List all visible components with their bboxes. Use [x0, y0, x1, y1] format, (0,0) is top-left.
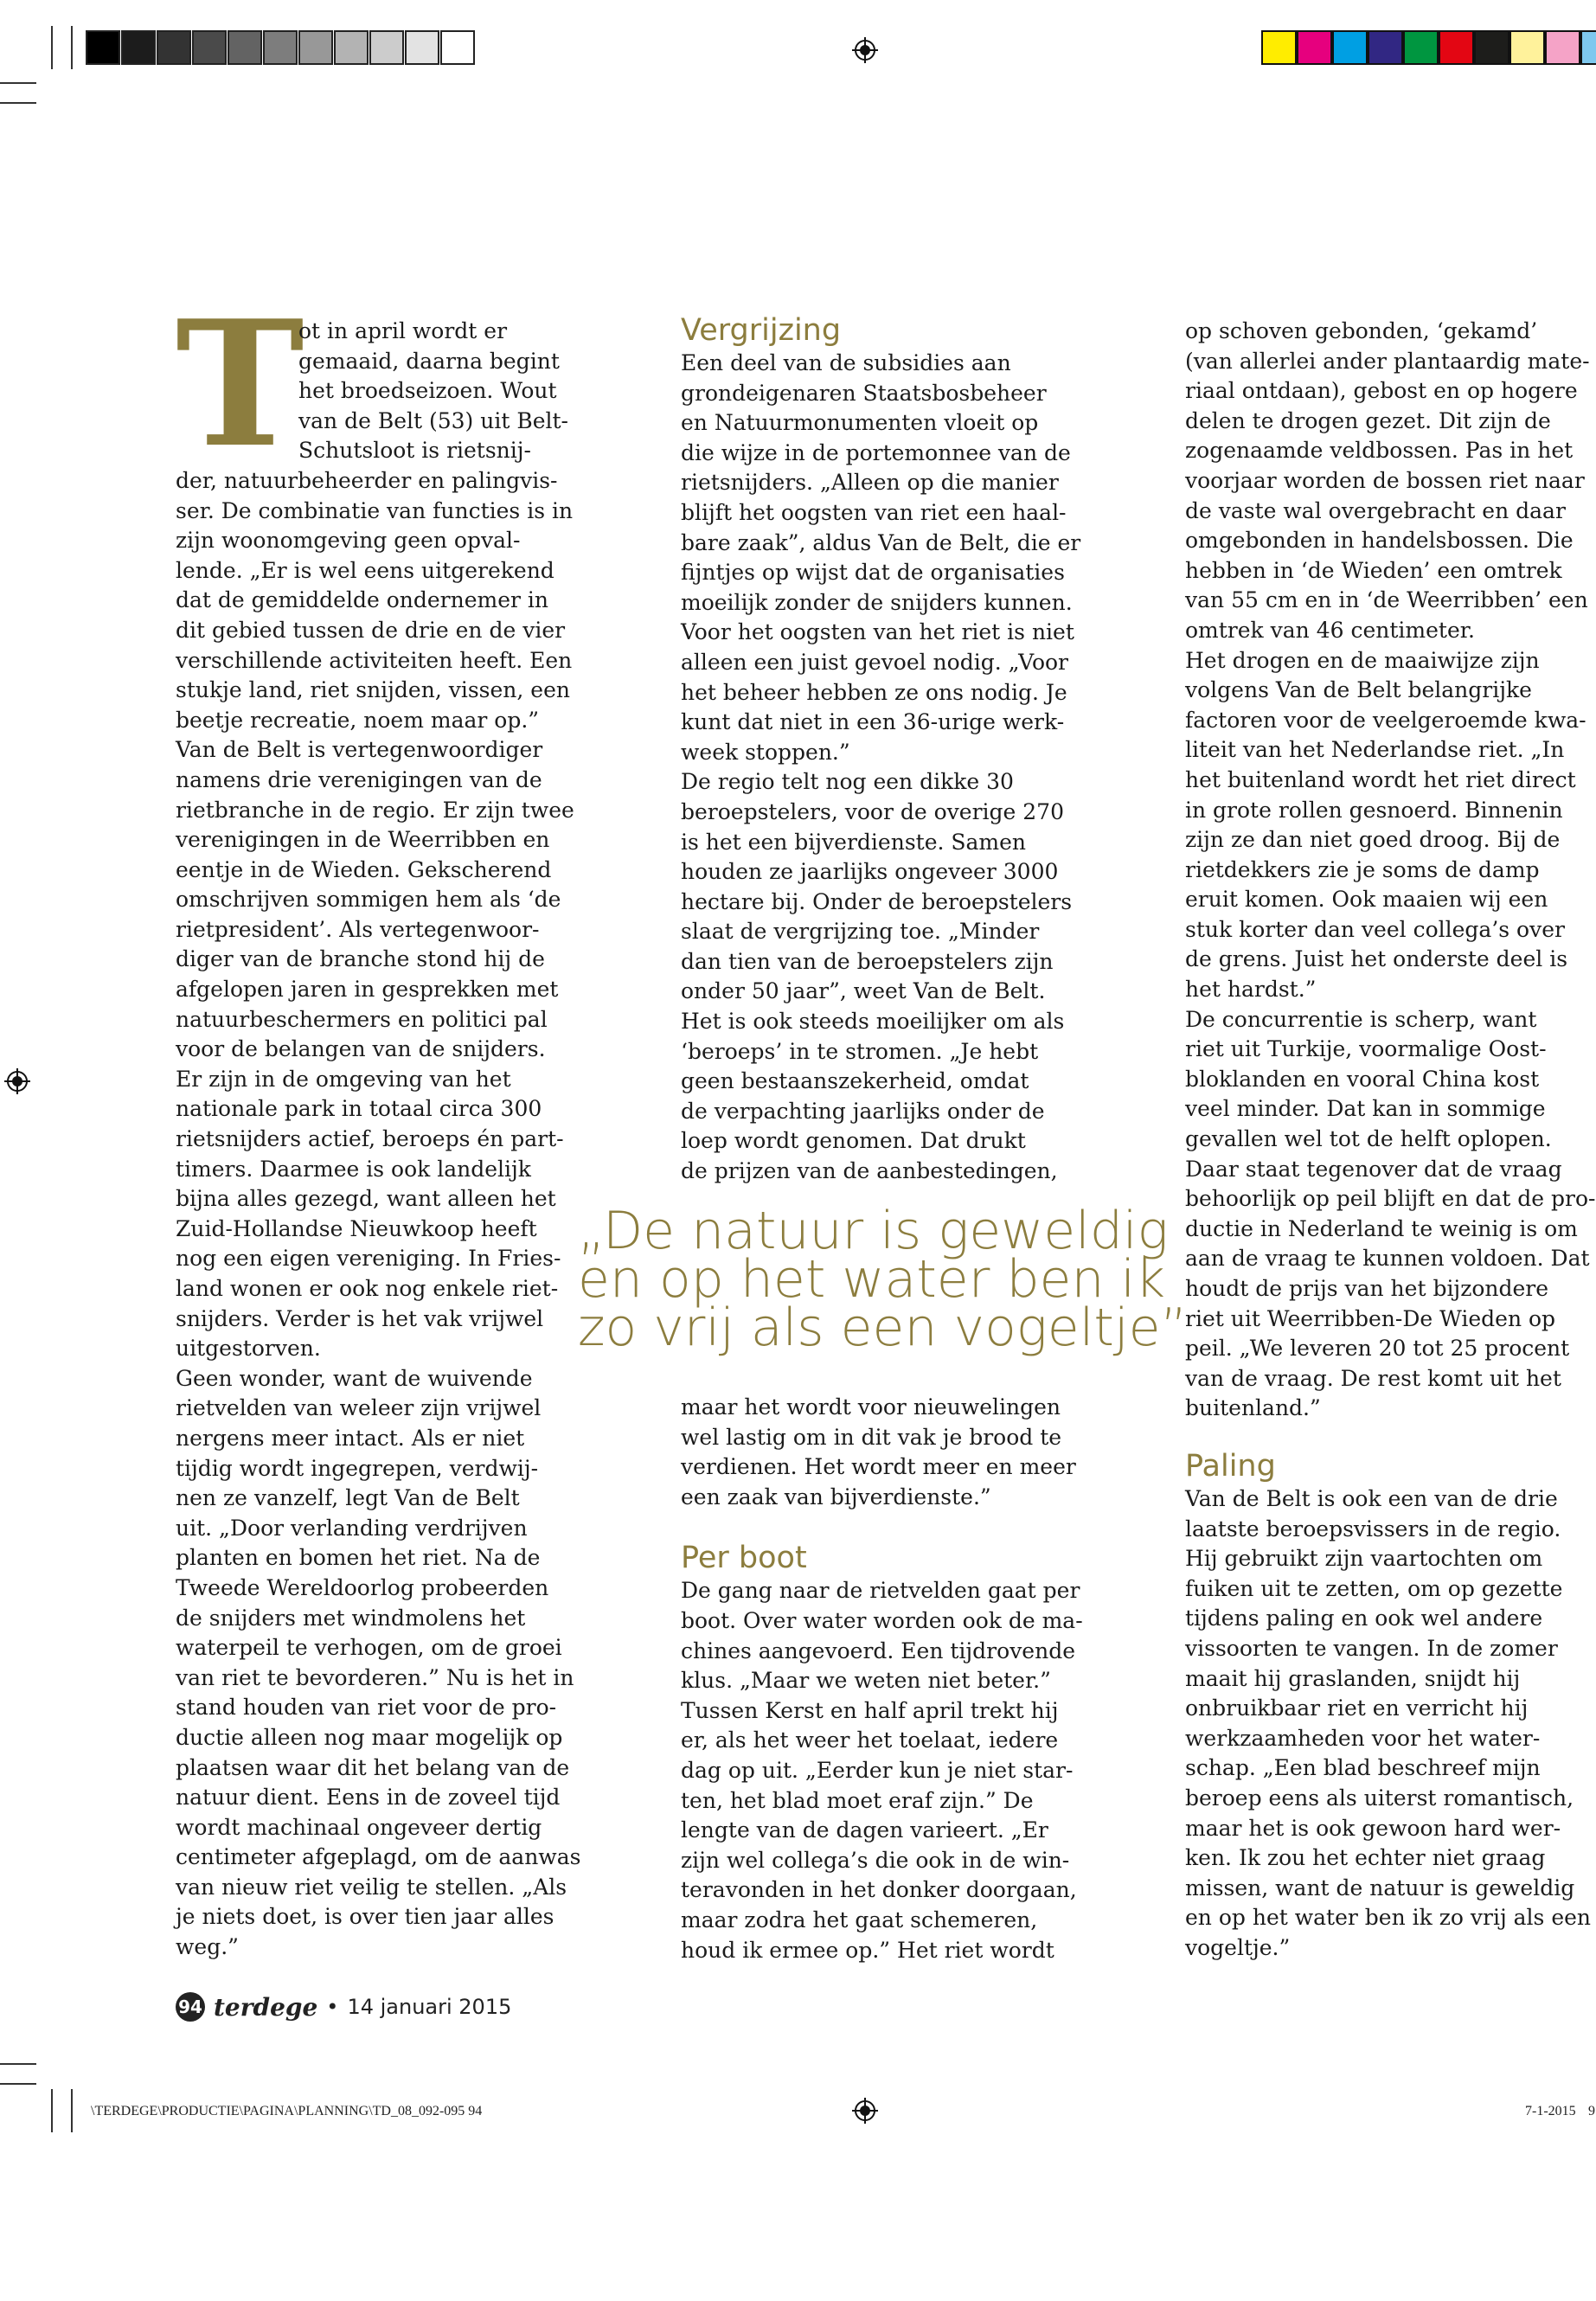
pull-quote-line: zo vrij als een vogeltje”	[578, 1298, 1188, 1358]
page-footer	[176, 1992, 511, 2022]
drop-cap: T	[176, 283, 304, 486]
section-heading-paling: Paling	[1185, 1448, 1276, 1484]
crop-mark	[71, 2089, 73, 2132]
text-line: eruit komen. Ook maaien wij een	[1185, 887, 1548, 913]
text-line: verdienen. Het wordt meer en meer	[681, 1454, 1076, 1480]
text-line: volgens Van de Belt belangrijke	[1185, 677, 1532, 703]
registration-mark-icon	[852, 37, 878, 63]
color-swatch	[1474, 30, 1509, 65]
text-line: een zaak van bijverdienste.”	[681, 1484, 991, 1509]
text-line: grondeigenaren Staatsbosbeheer	[681, 380, 1047, 406]
text-line: weg.”	[176, 1934, 239, 1960]
article-column-1	[176, 317, 581, 1963]
text-line: rietbranche in de regio. Er zijn twee	[176, 797, 574, 823]
text-line: planten en bomen het riet. Na de	[176, 1545, 541, 1571]
text-line: nationale park in totaal circa 300	[176, 1096, 542, 1122]
text-line: kunt dat niet in een 36-urige werk-	[681, 709, 1065, 735]
text-line: loep wordt genomen. Dat drukt	[681, 1128, 1026, 1154]
footer-bullet: •	[326, 1995, 339, 2019]
color-swatch	[1439, 30, 1474, 65]
grey-swatch	[298, 30, 333, 65]
text-line: rietsnijders. „Alleen op die manier	[681, 470, 1059, 496]
registration-mark-icon	[4, 1068, 30, 1094]
text-line: van de vraag. De rest komt uit het	[1185, 1365, 1561, 1391]
text-line: zogenaamde veldbossen. Pas in het	[1185, 438, 1574, 464]
text-line: chines aangevoerd. Een tijdrovende	[681, 1638, 1076, 1663]
text-line: wel lastig om in dit vak je brood te	[681, 1424, 1062, 1450]
slug-file-path: \TERDEGE\PRODUCTIE\PAGINA\PLANNING\TD_08_092-095 94	[91, 2104, 483, 2118]
text-line: nergens meer intact. Als er niet	[176, 1425, 525, 1451]
crop-mark	[71, 26, 73, 69]
text-line: bare zaak”, aldus Van de Belt, die er	[681, 529, 1081, 555]
text-line: en Natuurmonumenten vloeit op	[681, 410, 1039, 436]
text-line: teravonden in het donker doorgaan,	[681, 1877, 1077, 1903]
text-line: zijn ze dan niet goed droog. Bij de	[1185, 827, 1561, 853]
text-line: week stoppen.”	[681, 739, 850, 765]
crop-mark	[51, 26, 53, 69]
text-line: vissoorten te vangen. In de zomer	[1185, 1635, 1558, 1661]
text-line: je niets doet, is over tien jaar alles	[176, 1904, 554, 1930]
article-column-3	[1185, 317, 1596, 1963]
crop-mark	[0, 82, 36, 84]
text-line: De gang naar de rietvelden gaat per	[681, 1578, 1080, 1604]
text-line: De concurrentie is scherp, want	[1185, 1006, 1537, 1032]
text-line: verschillende activiteiten heeft. Een	[176, 647, 573, 673]
issue-date: 14 januari 2015	[347, 1995, 512, 2019]
text-line: Zuid-Hollandse Nieuwkoop heeft	[176, 1215, 537, 1241]
text-line: onder 50 jaar”, weet Van de Belt.	[681, 978, 1046, 1004]
text-line: hebben in ‘de Wieden’ een omtrek	[1185, 557, 1562, 583]
text-line: klus. „Maar we weten niet beter.”	[681, 1668, 1051, 1694]
text-line: Voor het oogsten van het riet is niet	[681, 619, 1074, 645]
text-line: Een deel van de subsidies aan	[681, 350, 1011, 375]
text-line: fijntjes op wijst dat de organisaties	[681, 560, 1065, 586]
text-line: stuk korter dan veel collega’s over	[1185, 916, 1565, 942]
text-line: beetje recreatie, noem maar op.”	[176, 707, 540, 733]
text-line: der, natuurbeheerder en palingvis-	[176, 467, 558, 493]
text-line: Hij gebruikt zijn vaartochten om	[1185, 1546, 1543, 1572]
text-line: geen bestaanszekerheid, omdat	[681, 1068, 1029, 1094]
text-line: het beheer hebben ze ons nodig. Je	[681, 679, 1067, 705]
text-line: blijft het oogsten van riet een haal-	[681, 499, 1067, 525]
text-line: stukje land, riet snijden, vissen, een	[176, 677, 570, 703]
text-line: van 55 cm en in ‘de Weerribben’ een	[1185, 587, 1588, 613]
color-swatch	[1261, 30, 1297, 65]
crop-mark	[0, 2063, 36, 2065]
color-swatch	[1297, 30, 1332, 65]
text-line: houden ze jaarlijks ongeveer 3000	[681, 859, 1059, 885]
text-line: Van de Belt is vertegenwoordiger	[176, 737, 543, 763]
text-line: bloklanden en vooral China kost	[1185, 1066, 1540, 1092]
text-line: riet uit Weerribben-De Wieden op	[1185, 1305, 1556, 1331]
text-line: lengte van de dagen varieert. „Er	[681, 1817, 1048, 1843]
text-line: die wijze in de portemonnee van de	[681, 439, 1071, 465]
text-line: Van de Belt is ook een van de drie	[1185, 1485, 1558, 1511]
text-line: zijn woonomgeving geen opval-	[176, 528, 521, 554]
text-line: van de Belt (53) uit Belt-	[298, 407, 568, 433]
text-line: ten, het blad moet eraf zijn.” De	[681, 1787, 1034, 1813]
text-line: riaal ontdaan), gebost en op hogere	[1185, 378, 1578, 404]
text-line: Het drogen en de maaiwijze zijn	[1185, 647, 1540, 673]
registration-mark-icon	[852, 2098, 878, 2124]
text-line: rietvelden van weleer zijn vrijwel	[176, 1395, 542, 1421]
text-line: tijdens paling en ook wel andere	[1185, 1606, 1543, 1631]
grey-swatch	[121, 30, 156, 65]
color-swatch	[1368, 30, 1403, 65]
crop-mark	[0, 102, 36, 104]
text-line: gevallen wel tot de helft oplopen.	[1185, 1126, 1552, 1152]
grey-swatch	[334, 30, 369, 65]
color-swatch	[1545, 30, 1580, 65]
text-line: moeilijk zonder de snijders kunnen.	[681, 589, 1073, 615]
text-line: diger van de branche stond hij de	[176, 946, 545, 972]
text-line: tijdig wordt ingegrepen, verdwij-	[176, 1455, 539, 1481]
pull-quote-line: „De natuur is geweldig	[578, 1201, 1169, 1261]
page-number: 94	[176, 1992, 205, 2022]
text-line: alleen een juist gevoel nodig. „Voor	[681, 649, 1068, 675]
text-line: liteit van het Nederlandse riet. „In	[1185, 737, 1565, 763]
text-line: de grens. Juist het onderste deel is	[1185, 946, 1568, 972]
text-line: veel minder. Dat kan in sommige	[1185, 1096, 1546, 1122]
text-line: natuurbeschermers en politici pal	[176, 1006, 548, 1032]
text-line: delen te drogen gezet. Dit zijn de	[1185, 407, 1551, 433]
slug-edge: 9	[1588, 2104, 1595, 2118]
text-line: in grote rollen gesnoerd. Binnenin	[1185, 797, 1563, 823]
color-swatch	[1332, 30, 1368, 65]
text-line: rietpresident’. Als vertegenwoor-	[176, 916, 540, 942]
text-line: Tussen Kerst en half april trekt hij	[681, 1697, 1059, 1723]
text-line: ductie alleen nog maar mogelijk op	[176, 1724, 563, 1750]
slug-date: 7-1-2015	[1525, 2104, 1576, 2118]
text-line: natuur dient. Eens in de zoveel tijd	[176, 1785, 561, 1811]
text-line: houdt de prijs van het bijzondere	[1185, 1276, 1549, 1301]
text-line: Schutsloot is rietsnij-	[298, 438, 531, 464]
text-line: van nieuw riet veilig te stellen. „Als	[176, 1874, 567, 1900]
text-line: dag op uit. „Eerder kun je niet star-	[681, 1757, 1074, 1783]
text-line: er, als het weer het toelaat, iedere	[681, 1727, 1059, 1753]
text-line: maait hij graslanden, snijdt hij	[1185, 1665, 1521, 1691]
text-line: werkzaamheden voor het water-	[1185, 1725, 1541, 1751]
text-line: dan tien van de beroepstelers zijn	[681, 948, 1054, 974]
text-line: het broedseizoen. Wout	[298, 378, 557, 404]
text-line: verenigingen in de Weerribben en	[176, 827, 550, 853]
text-line: de snijders met windmolens het	[176, 1605, 526, 1631]
grey-swatch	[405, 30, 439, 65]
text-line: het buitenland wordt het riet direct	[1185, 766, 1576, 792]
text-line: omschrijven sommigen hem als ‘de	[176, 887, 561, 913]
text-line: voor de belangen van de snijders.	[176, 1036, 546, 1062]
text-line: uit. „Door verlanding verdrijven	[176, 1515, 528, 1541]
text-line: maar het wordt voor nieuwelingen	[681, 1394, 1061, 1420]
text-line: peil. „We leveren 20 tot 25 procent	[1185, 1336, 1570, 1362]
grey-swatch	[263, 30, 298, 65]
color-swatch	[1509, 30, 1545, 65]
text-line: beroep eens als uiterst romantisch,	[1185, 1785, 1574, 1811]
text-line: Tweede Wereldoorlog probeerden	[176, 1574, 549, 1600]
color-swatch	[1403, 30, 1439, 65]
color-swatch	[1580, 30, 1596, 65]
text-line: gemaaid, daarna begint	[298, 348, 560, 374]
text-line: namens drie verenigingen van de	[176, 766, 542, 792]
text-line: en op het water ben ik zo vrij als een	[1185, 1905, 1592, 1931]
text-line: slaat de vergrijzing toe. „Minder	[681, 919, 1040, 945]
text-line: dat de gemiddelde ondernemer in	[176, 587, 548, 613]
text-line: het hardst.”	[1185, 977, 1317, 1003]
text-line: snijders. Verder is het vak vrijwel	[176, 1305, 544, 1331]
text-line: nen ze vanzelf, legt Van de Belt	[176, 1485, 520, 1511]
text-line: de verpachting jaarlijks onder de	[681, 1098, 1045, 1124]
grey-swatch	[157, 30, 191, 65]
text-line: maar het is ook gewoon hard wer-	[1185, 1815, 1561, 1841]
text-line: De regio telt nog een dikke 30	[681, 769, 1014, 795]
text-line: de vaste wal overgebracht en daar	[1185, 497, 1566, 523]
text-line: lende. „Er is wel eens uitgerekend	[176, 557, 554, 583]
text-line: plaatsen waar dit het belang van de	[176, 1754, 570, 1780]
text-line: eentje in de Wieden. Gekscherend	[176, 856, 552, 882]
text-line: boot. Over water worden ook de ma-	[681, 1607, 1083, 1633]
crop-mark	[51, 2089, 53, 2132]
text-line: laatste beroepsvissers in de regio.	[1185, 1516, 1561, 1541]
pull-quote-line: en op het water ben ik	[578, 1249, 1165, 1310]
text-line: aan de vraag te kunnen voldoen. Dat	[1185, 1246, 1590, 1272]
text-line: zijn wel collega’s die ook in de win-	[681, 1847, 1070, 1873]
text-line: timers. Daarmee is ook landelijk	[176, 1156, 531, 1182]
text-line: buitenland.”	[1185, 1395, 1321, 1421]
article-column-2	[681, 312, 1081, 1187]
text-line: rietsnijders actief, beroeps én part-	[176, 1126, 564, 1152]
text-line: is het een bijverdienste. Samen	[681, 829, 1027, 855]
text-line: ‘beroeps’ in te stromen. „Je hebt	[681, 1038, 1039, 1064]
grey-swatch	[369, 30, 404, 65]
text-line: onbruikbaar riet en verricht hij	[1185, 1695, 1529, 1721]
text-line: afgelopen jaren in gesprekken met	[176, 977, 559, 1003]
article-column-2-continued	[681, 1393, 1083, 1965]
text-line: beroepstelers, voor de overige 270	[681, 798, 1064, 824]
text-line: fuiken uit te zetten, om op gezette	[1185, 1575, 1563, 1601]
text-line: dit gebied tussen de drie en de vier	[176, 617, 566, 643]
text-line: ken. Ik zou het echter niet graag	[1185, 1845, 1546, 1871]
text-line: ot in april wordt er	[298, 318, 508, 343]
text-line: riet uit Turkije, voormalige Oost-	[1185, 1036, 1547, 1062]
text-line: bijna alles gezegd, want alleen het	[176, 1186, 556, 1212]
text-line: ser. De combinatie van functies is in	[176, 497, 574, 523]
text-line: factoren voor de veelgeroemde kwa-	[1185, 707, 1586, 733]
text-line: op schoven gebonden, ‘gekamd’	[1185, 318, 1538, 343]
section-heading-vergrijzing: Vergrijzing	[681, 313, 842, 348]
text-line: centimeter afgeplagd, om de aanwas	[176, 1844, 581, 1870]
text-line: rietdekkers zie je soms de damp	[1185, 856, 1540, 882]
pull-quote	[578, 1201, 1188, 1358]
text-line: Daar staat tegenover dat de vraag	[1185, 1156, 1562, 1182]
text-line: hectare bij. Onder de beroepstelers	[681, 888, 1073, 914]
text-line: land wonen er ook nog enkele riet-	[176, 1276, 559, 1301]
magazine-logo: terdege	[214, 1992, 318, 2022]
text-line: maar zodra het gaat schemeren,	[681, 1907, 1038, 1932]
grey-swatch	[86, 30, 120, 65]
text-line: behoorlijk op peil blijft en dat de pro-	[1185, 1186, 1596, 1212]
section-heading-per-boot: Per boot	[681, 1541, 807, 1576]
text-line: Er zijn in de omgeving van het	[176, 1066, 511, 1092]
text-line: wordt machinaal ongeveer dertig	[176, 1814, 542, 1840]
text-line: stand houden van riet voor de pro-	[176, 1695, 557, 1721]
text-line: van riet te bevorderen.” Nu is het in	[176, 1664, 574, 1690]
text-line: ductie in Nederland te weinig is om	[1185, 1215, 1578, 1241]
text-line: omtrek van 46 centimeter.	[1185, 617, 1475, 643]
grey-swatch	[440, 30, 475, 65]
text-line: houd ik ermee op.” Het riet wordt	[681, 1937, 1054, 1963]
text-line: waterpeil te verhogen, om de groei	[176, 1635, 562, 1661]
text-line: Het is ook steeds moeilijker om als	[681, 1009, 1065, 1035]
text-line: nog een eigen vereniging. In Fries-	[176, 1246, 561, 1272]
text-line: schap. „Een blad beschreef mijn	[1185, 1755, 1541, 1781]
text-line: omgebonden in handelsbossen. Die	[1185, 528, 1574, 554]
text-line: (van allerlei ander plantaardig mate-	[1185, 348, 1590, 374]
grey-swatch	[192, 30, 227, 65]
crop-mark	[0, 2083, 36, 2085]
text-line: de prijzen van de aanbestedingen,	[681, 1158, 1058, 1184]
text-line: Geen wonder, want de wuivende	[176, 1365, 533, 1391]
grey-swatch	[228, 30, 262, 65]
text-line: vogeltje.”	[1185, 1934, 1291, 1960]
text-line: uitgestorven.	[176, 1336, 321, 1362]
text-line: missen, want de natuur is geweldig	[1185, 1875, 1575, 1900]
text-line: voorjaar worden de bossen riet naar	[1185, 467, 1585, 493]
